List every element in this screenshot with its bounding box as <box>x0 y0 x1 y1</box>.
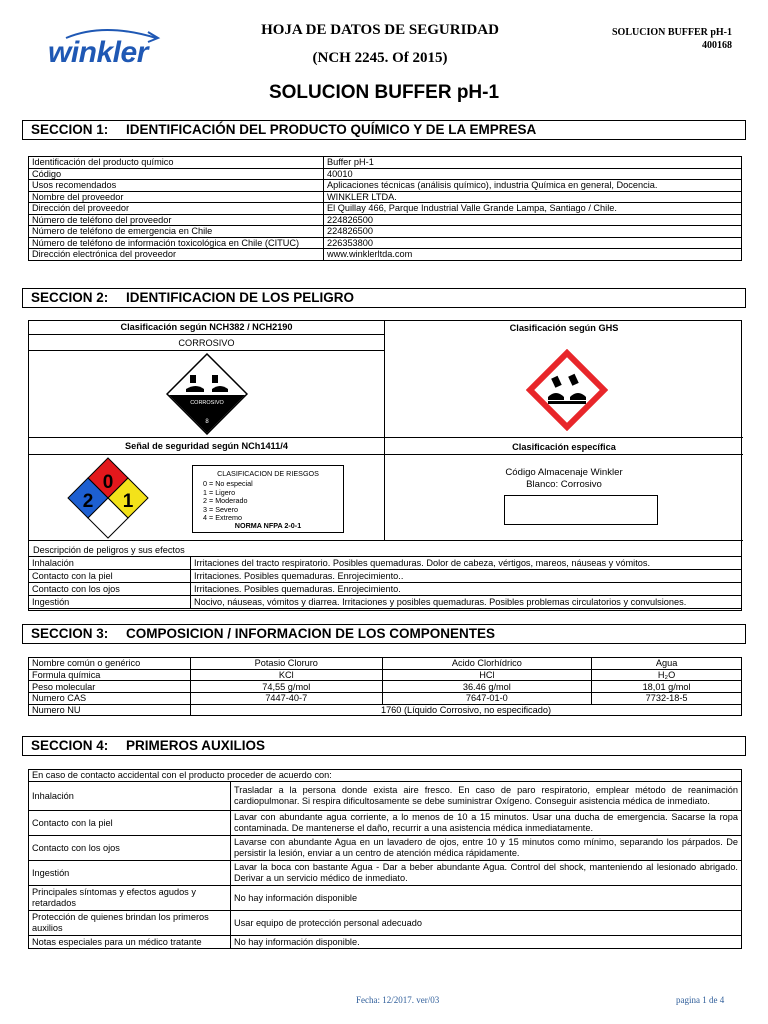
section-number: SECCION 4: <box>31 738 109 753</box>
nfpa-risk-legend <box>192 465 344 533</box>
row-value: 40010 <box>324 168 742 180</box>
storage-code-value: Blanco: Corrosivo <box>526 479 602 490</box>
nfpa-norm: NORMA NFPA 2-0-1 <box>234 521 302 531</box>
hazard-route: Contacto con la piel <box>29 570 191 583</box>
table-row <box>29 191 742 203</box>
first-aid-instruction: Lavarse con abundante Agua en un lavadero de ojos, entre 10 y 15 minutos como mínimo, separando los párpados. De persistir la lesión, enviar a un centro de atención médica rápidamente. <box>231 836 742 861</box>
hazard-description-title: Descripción de peligros y sus efectos <box>33 545 185 555</box>
winkler-logo <box>44 24 164 72</box>
storage-code-block <box>385 467 743 491</box>
ghs-corrosion-pictogram-icon <box>526 349 608 431</box>
table-row <box>29 249 742 261</box>
first-aid-route: Inhalación <box>29 782 231 811</box>
first-aid-route: Ingestión <box>29 861 231 886</box>
row-label: Usos recomendados <box>29 180 324 192</box>
section-number: SECCION 3: <box>31 626 109 641</box>
table-row <box>29 168 742 180</box>
header-product-ref <box>612 26 732 52</box>
document-type-title: HOJA DE DATOS DE SEGURIDAD <box>261 22 499 38</box>
corrosive-diamond-icon <box>166 353 248 435</box>
row-label: Dirección del proveedor <box>29 203 324 215</box>
un-number-value: 1760 (Líquido Corrosivo, no especificado) <box>191 704 742 716</box>
risk-level-4: 4 = Extremo <box>203 513 242 523</box>
table-row <box>29 658 742 670</box>
section-1-header <box>22 120 746 140</box>
row-label: Número de teléfono del proveedor <box>29 214 324 226</box>
hazard-effect: Irritaciones. Posibles quemaduras. Enrojecimiento.. <box>191 570 742 583</box>
hazard-effect: Irritaciones del tracto respiratorio. Posibles quemaduras. Dolor de cabeza, vértigos, mareos, náuseas y vómitos. <box>191 557 742 570</box>
table-row <box>29 596 742 609</box>
component-value: 7447-40-7 <box>191 693 383 705</box>
table-row <box>29 811 742 836</box>
first-aid-table <box>28 769 742 949</box>
component-value: Agua <box>592 658 742 670</box>
first-aid-route: Contacto con los ojos <box>29 836 231 861</box>
section-title: IDENTIFICACION DE LOS PELIGRO <box>126 290 355 305</box>
row-label: Formula química <box>29 669 191 681</box>
table-row <box>29 886 742 911</box>
diamond-number: 8 <box>205 419 209 425</box>
component-value: Potasio Cloruro <box>191 658 383 670</box>
nfpa-diamond-icon <box>67 457 149 539</box>
risk-level-2: 2 = Moderado <box>203 496 248 506</box>
table-row <box>29 704 742 716</box>
hazard-effects-table <box>28 556 742 609</box>
row-value: 224826500 <box>324 226 742 238</box>
table-row <box>29 770 742 782</box>
row-value: Buffer pH-1 <box>324 157 742 169</box>
footer-date: Fecha: 12/2017. ver/03 <box>356 995 440 1005</box>
section-3-header <box>22 624 746 644</box>
storage-color-box <box>504 495 658 525</box>
table-row <box>29 226 742 238</box>
component-value: 18,01 g/mol <box>592 681 742 693</box>
section-title: PRIMEROS AUXILIOS <box>126 738 266 753</box>
table-row <box>29 557 742 570</box>
hazard-route: Inhalación <box>29 557 191 570</box>
table-row <box>29 836 742 861</box>
row-label: Código <box>29 168 324 180</box>
row-value: www.winklerltda.com <box>324 249 742 261</box>
row-value: El Quillay 466, Parque Industrial Valle Grande Lampa, Santiago / Chile. <box>324 203 742 215</box>
storage-code-label: Código Almacenaje Winkler <box>505 467 623 478</box>
risk-level-3: 3 = Severo <box>203 504 238 514</box>
row-label: Número de teléfono de información toxicológica en Chile (CITUC) <box>29 237 324 249</box>
first-aid-route: Protección de quienes brindan los primeros auxilios <box>29 911 231 936</box>
row-value: WINKLER LTDA. <box>324 191 742 203</box>
risk-level-1: 1 = Ligero <box>203 487 236 497</box>
footer-page-number: pagina 1 de 4 <box>676 995 725 1005</box>
component-value: 7647-01-0 <box>382 693 592 705</box>
component-value: 74,55 g/mol <box>191 681 383 693</box>
norm-reference: (NCH 2245. Of 2015) <box>312 50 448 66</box>
table-row <box>29 911 742 936</box>
table-row <box>29 936 742 949</box>
row-label: Nombre del proveedor <box>29 191 324 203</box>
table-row <box>29 693 742 705</box>
logo-text: winkler <box>48 36 148 69</box>
component-value: Acido Clorhídrico <box>382 658 592 670</box>
table-row <box>29 157 742 169</box>
row-label: Dirección electrónica del proveedor <box>29 249 324 261</box>
table-row <box>29 681 742 693</box>
row-label: Identificación del producto químico <box>29 157 324 169</box>
first-aid-route: Contacto con la piel <box>29 811 231 836</box>
nch-classification-label: Clasificación según NCH382 / NCH2190 <box>120 322 293 332</box>
first-aid-instruction: No hay información disponible <box>231 886 742 911</box>
diamond-label: CORROSIVO <box>190 400 224 406</box>
component-value: KCl <box>191 669 383 681</box>
row-value: 226353800 <box>324 237 742 249</box>
table-row <box>29 583 742 596</box>
table-row <box>29 782 742 811</box>
specific-classification-label: Clasificación específica <box>512 442 616 452</box>
section-title: IDENTIFICACIÓN DEL PRODUCTO QUÍMICO Y DE LA EMPRESA <box>126 122 537 137</box>
section-title: COMPOSICION / INFORMACION DE LOS COMPONENTES <box>126 626 496 641</box>
risk-legend-title: CLASIFICACION DE RIESGOS <box>217 469 319 478</box>
table-row <box>29 570 742 583</box>
hazard-route: Ingestión <box>29 596 191 609</box>
table-row <box>29 214 742 226</box>
nfpa-reactivity-value: 1 <box>122 491 134 512</box>
hazard-effect: Irritaciones. Posibles quemaduras. Enrojecimiento. <box>191 583 742 596</box>
component-value: 36.46 g/mol <box>382 681 592 693</box>
row-value: Aplicaciones técnicas (análisis químico), industria Química en general, Docencia. <box>324 180 742 192</box>
product-identification-table <box>28 156 742 261</box>
section-4-header <box>22 736 746 756</box>
safety-sign-label: Señal de seguridad según NCh1411/4 <box>125 441 288 451</box>
row-label: Numero NU <box>29 704 191 716</box>
first-aid-instruction: Lavar con abundante agua corriente, a lo menos de 10 a 15 minutos. Usar una ducha de emergencia. Sacarse la ropa contaminada. De mantenerse el daño, recurrir a una asistencia médica inmediatamente. <box>231 811 742 836</box>
first-aid-instruction: Lavar la boca con bastante Agua - Dar a beber abundante Agua. Control del shock, manteniendo al lesionado abrigado. Derivar a un servicio médico de inmediato. <box>231 861 742 886</box>
row-label: Número de teléfono de emergencia en Chile <box>29 226 324 238</box>
section-number: SECCION 2: <box>31 290 109 305</box>
section-number: SECCION 1: <box>31 122 109 137</box>
component-value: 7732-18-5 <box>592 693 742 705</box>
composition-table <box>28 657 742 716</box>
nfpa-health-value: 2 <box>82 491 94 512</box>
row-value: 224826500 <box>324 214 742 226</box>
first-aid-instruction: Usar equipo de protección personal adecuado <box>231 911 742 936</box>
first-aid-instruction: No hay información disponible. <box>231 936 742 949</box>
hazard-identification-panel <box>28 320 742 611</box>
table-row <box>29 203 742 215</box>
header-product-code: 400168 <box>702 40 732 51</box>
first-aid-route: Notas especiales para un médico tratante <box>29 936 231 949</box>
risk-level-0: 0 = No especial <box>203 479 253 489</box>
row-label: Peso molecular <box>29 681 191 693</box>
table-row <box>29 861 742 886</box>
nfpa-fire-value: 0 <box>102 472 114 493</box>
header-product-name: SOLUCION BUFFER pH-1 <box>611 27 732 38</box>
component-value: HCl <box>382 669 592 681</box>
table-row <box>29 180 742 192</box>
table-row <box>29 237 742 249</box>
table-row <box>29 669 742 681</box>
first-aid-instruction: Trasladar a la persona donde exista aire fresco. En caso de paro respiratorio, emplear método de reanimación cardiopulmonar. Si respira dificultosamente se debe suministrar Oxígeno. Conseguir asistencia médica de inmediato. <box>231 782 742 811</box>
section-2-header <box>22 288 746 308</box>
row-label: Numero CAS <box>29 693 191 705</box>
hazard-route: Contacto con los ojos <box>29 583 191 596</box>
corrosive-class: CORROSIVO <box>178 338 235 348</box>
component-value: H₂O <box>592 669 742 681</box>
page-title: SOLUCION BUFFER pH-1 <box>268 82 500 103</box>
ghs-classification-label: Clasificación según GHS <box>509 323 619 333</box>
first-aid-route: Principales síntomas y efectos agudos y retardados <box>29 886 231 911</box>
row-label: Nombre común o genérico <box>29 658 191 670</box>
first-aid-intro: En caso de contacto accidental con el producto proceder de acuerdo con: <box>29 770 742 782</box>
hazard-effect: Nocivo, náuseas, vómitos y diarrea. Irritaciones y posibles quemaduras. Posibles problemas circulatorios y convulsiones. <box>191 596 742 609</box>
